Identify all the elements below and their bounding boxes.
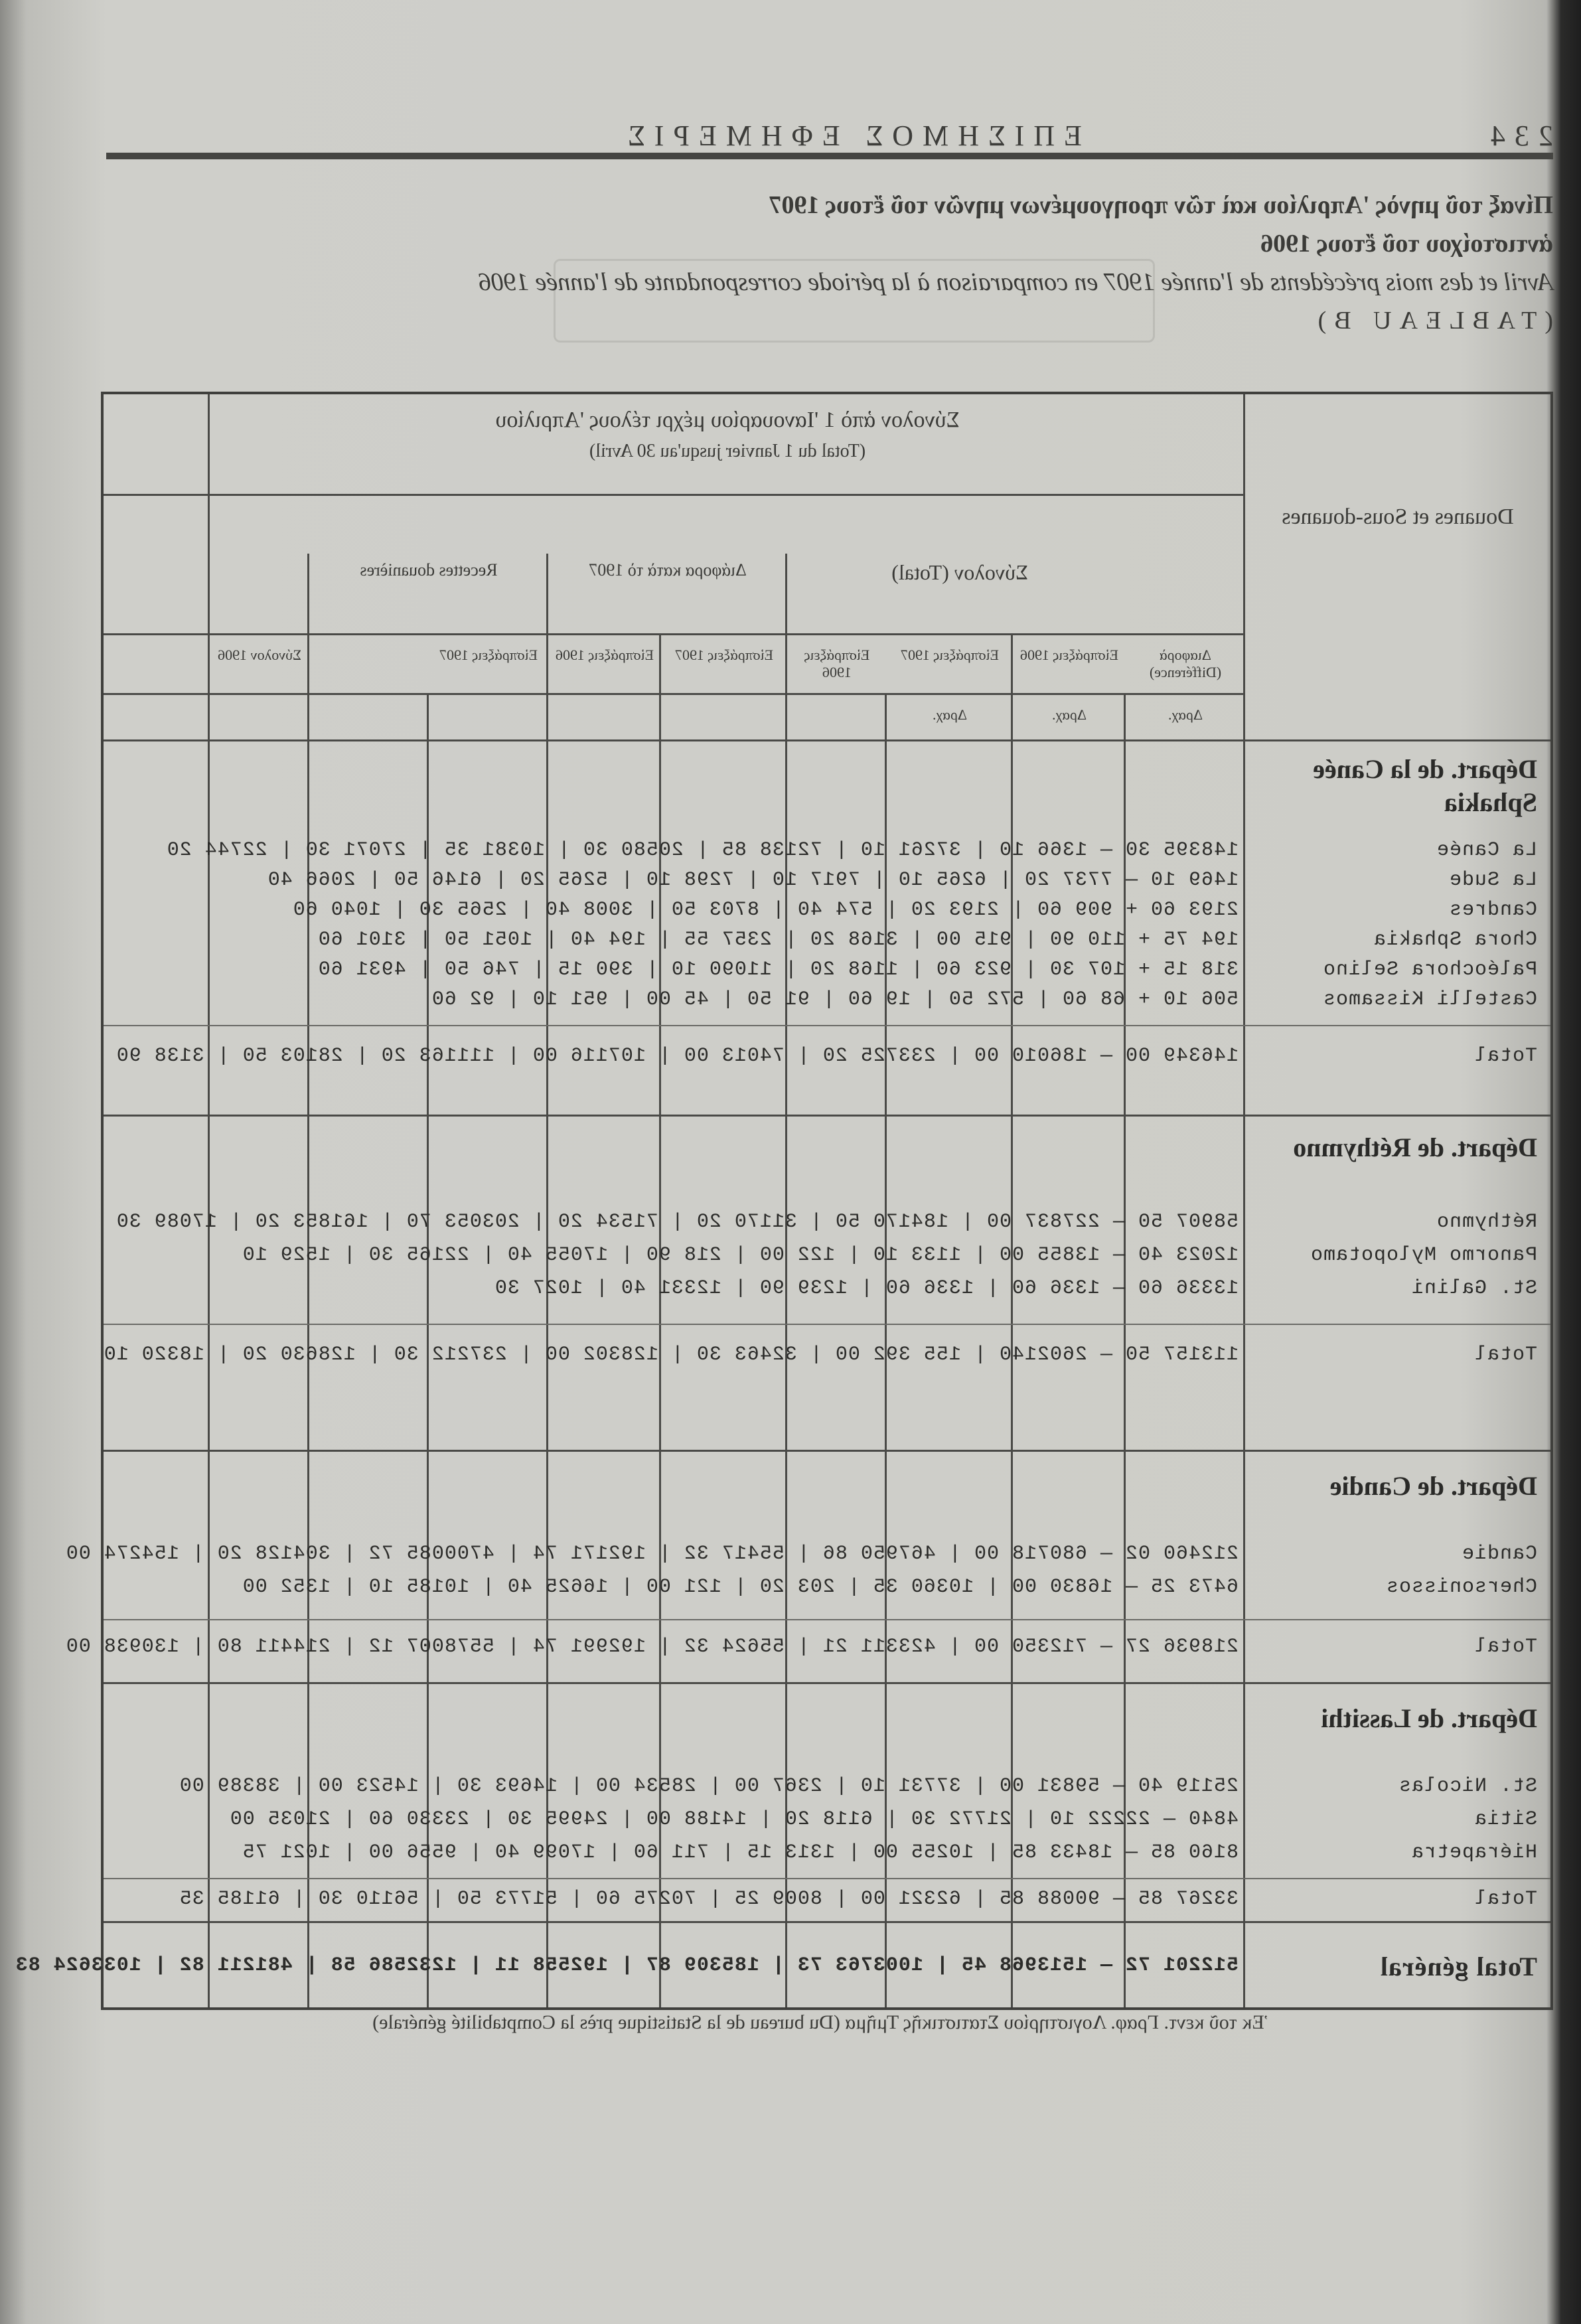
rule [208, 394, 210, 2007]
title-line-4: (TABLEAU B) [1310, 307, 1553, 335]
row-label: St. Nicolas [1398, 1775, 1537, 1798]
row-values-total: 33267 85 — 90088 85 | 62321 00 | 8009 25 | 70275 60 | 51773 50 | 56110 30 | 61185 35 [179, 1888, 1239, 1910]
row-label-total: Total [1473, 1888, 1537, 1910]
row-label: Chersonissos [1385, 1576, 1537, 1598]
table-title [86, 186, 1553, 340]
rule [104, 1619, 1550, 1620]
main-heading: Σύνολον ἀπὸ 1 'Ιανουαρίου μέχρι τέλους 'Απριλίου [495, 408, 960, 432]
dept-canee: Départ. de la Canée Sphakia [1313, 754, 1537, 817]
row-values-total: 218936 27 — 712350 00 | 423311 21 | 55624 32 | 192991 74 | 5578007 12 | 214411 80 | 130938 00 [65, 1636, 1239, 1658]
row-label: Chora Sphakia [1373, 929, 1537, 951]
page-number: 234 [1481, 119, 1553, 152]
row-label: Réthymno [1436, 1211, 1537, 1233]
rule [104, 739, 1550, 741]
row-values: 8160 85 — 18433 85 | 10255 00 | 1313 15 | 711 60 | 17099 40 | 9556 00 | 1021 75 [242, 1841, 1239, 1864]
row-values-total: 113157 50 — 2602140 | 155 392 00 | 32463 30 | 128302 00 | 237212 30 | 128630 20 | 18320 10 [103, 1344, 1239, 1366]
running-header [86, 100, 1553, 153]
row-label: Candres [1448, 899, 1537, 921]
row-label: La Sude [1448, 869, 1537, 891]
dept-lassithi: Départ. de Lassithi [1321, 1703, 1537, 1733]
row-label: La Canée [1436, 839, 1537, 862]
statistics-table [15, 392, 1553, 2010]
row-values: 148395 30 — 1366 10 | 37261 10 | 72138 85 | 20580 30 | 10381 35 | 27071 30 | 22744 20 [166, 839, 1239, 862]
col-head-5: Εἰσπράξεις 1907 [675, 647, 774, 663]
grand-total-values: 512201 72 — 1513968 45 | 1003763 73 | 185309 87 | 192558 11 | 1232586 58 | 481211 82 | 1033624 83 [15, 1954, 1239, 1977]
rule [104, 1115, 1550, 1117]
row-values: 1469 10 — 7737 20 | 6265 10 | 7917 10 | 7298 10 | 5265 20 | 6146 50 | 2066 40 [267, 869, 1239, 891]
rule [104, 1682, 1550, 1684]
unit-label: Δραχ. [933, 706, 967, 723]
rule [104, 1921, 1550, 1923]
rule [104, 494, 1245, 496]
rule [104, 693, 1245, 695]
unit-label: Δραχ. [1168, 706, 1203, 723]
col-head-4: Εἰσπράξεις 1906 [804, 647, 870, 680]
row-label: Candie [1461, 1543, 1537, 1565]
row-label: Panormo Mylopotamo [1310, 1244, 1537, 1267]
main-heading-fr: (Total du 1 Janvier jusqu'au 30 Avril) [589, 441, 866, 461]
header-rule [106, 153, 1553, 159]
row-label: Sitia [1473, 1808, 1537, 1831]
col-head-8: Σύνολον 1906 [218, 647, 301, 663]
row-label: Castelli Kissamos [1322, 988, 1537, 1011]
recettes-heading: Recettes douanières [360, 560, 498, 580]
title-line-1: Πίναξ τοῦ μηνὸς 'Απριλίου καὶ τῶν προηγουμένων μηνῶν τοῦ ἔτους 1907 [769, 191, 1553, 219]
row-values: 25119 40 — 59831 00 | 37731 10 | 2367 00 | 28534 00 | 14693 30 | 14523 00 | 38389 00 [179, 1775, 1239, 1798]
grand-total-label: Total général [1379, 1952, 1537, 1981]
row-values: 318 15 + 107 30 | 923 60 | 1168 20 | 11090 10 | 390 15 | 746 50 | 4931 60 [317, 959, 1239, 981]
page-body [15, 86, 1553, 2290]
row-label: Paléochora Selino [1322, 959, 1537, 981]
row-label-total: Total [1473, 1344, 1537, 1366]
dept-rethymno: Départ. de Réthymno [1293, 1132, 1537, 1162]
row-values: 13336 60 — 1336 60 | 1336 60 | 1239 90 | 12331 40 | 1027 30 [494, 1277, 1239, 1300]
row-values: 212460 02 — 680718 00 | 467950 86 | 55417 32 | 192171 74 | 4700085 72 | 304128 20 | 154274 00 [65, 1543, 1239, 1565]
col-head-2: Εἰσπράξεις 1906 [1020, 647, 1119, 663]
row-values: 12023 40 — 13855 00 | 1133 10 | 122 00 | 218 90 | 17055 40 | 22165 30 | 1529 10 [242, 1244, 1239, 1267]
row-values: 6473 25 — 16830 00 | 10360 35 | 203 20 | 121 00 | 16625 40 | 10185 10 | 1352 00 [242, 1576, 1239, 1598]
rule [104, 1450, 1550, 1452]
row-label: Hiérapetra [1410, 1841, 1537, 1864]
col-head-1: Διαφορὰ (Différence) [1149, 647, 1222, 680]
title-line-2: ἀντιστοίχου τοῦ ἔτους 1906 [1260, 230, 1553, 258]
rule [1243, 394, 1245, 2007]
row-label-total: Total [1473, 1636, 1537, 1658]
running-title: ΕΠΙΣΗΜΟΣ ΕΦΗΜΕΡΙΣ [619, 119, 1082, 152]
left-heading: Douanes et Sous-douanes [1282, 504, 1514, 529]
title-line-3: Avril et des mois précédents de l'année 1907 en comparaison à la période correspondante de l'année 1906 [479, 268, 1553, 296]
rule [104, 1324, 1550, 1325]
row-values-total: 146349 00 — 186010 00 | 233725 20 | 74013 00 | 107116 00 | 111163 20 | 28103 50 | 3138 90 [115, 1045, 1239, 1067]
rule [104, 1878, 1550, 1879]
source-note: Ἐκ τοῦ κεντ. Γραφ. Λογιστηρίου Στατιστικῆς Τμῆμα (Du bureau de la Statistique près la Comptabilité générale) [372, 2011, 1267, 2033]
total-heading: Σύνολον (Total) [891, 560, 1028, 584]
bleed-through-text [86, 2051, 1553, 2270]
row-values: 4840 — 22222 10 | 21772 30 | 6118 20 | 14188 00 | 24995 30 | 23330 60 | 21035 00 [229, 1808, 1239, 1831]
col-head-3: Εἰσπράξεις 1907 [901, 647, 1000, 663]
col-head-7: Εἰσπράξεις 1907 [439, 647, 538, 663]
rule [104, 633, 1245, 635]
dept-candie: Départ. de Candie [1329, 1471, 1537, 1501]
inter-heading: Διάφορα κατὰ τὸ 1907 [589, 560, 747, 580]
row-values: 2193 60 + 909 60 | 2193 20 | 574 40 | 8703 50 | 3008 40 | 2565 30 | 1040 60 [292, 899, 1239, 921]
unit-label: Δραχ. [1052, 706, 1087, 723]
row-label-total: Total [1473, 1045, 1537, 1067]
row-values: 194 75 + 110 90 | 915 00 | 3168 20 | 2357 55 | 194 40 | 1051 50 | 3101 60 [317, 929, 1239, 951]
row-label: St. Galini [1410, 1277, 1537, 1300]
row-values: 506 10 + 68 60 | 572 50 | 19 60 | 91 50 | 45 00 | 951 10 | 92 60 [431, 988, 1239, 1011]
row-values: 58907 50 — 227837 00 | 184170 50 | 31170 20 | 71534 20 | 203053 70 | 161853 20 | 17089 30 [115, 1211, 1239, 1233]
col-head-6: Εἰσπράξεις 1906 [556, 647, 654, 663]
mirrored-content [15, 86, 1553, 2290]
rule [104, 1025, 1550, 1026]
